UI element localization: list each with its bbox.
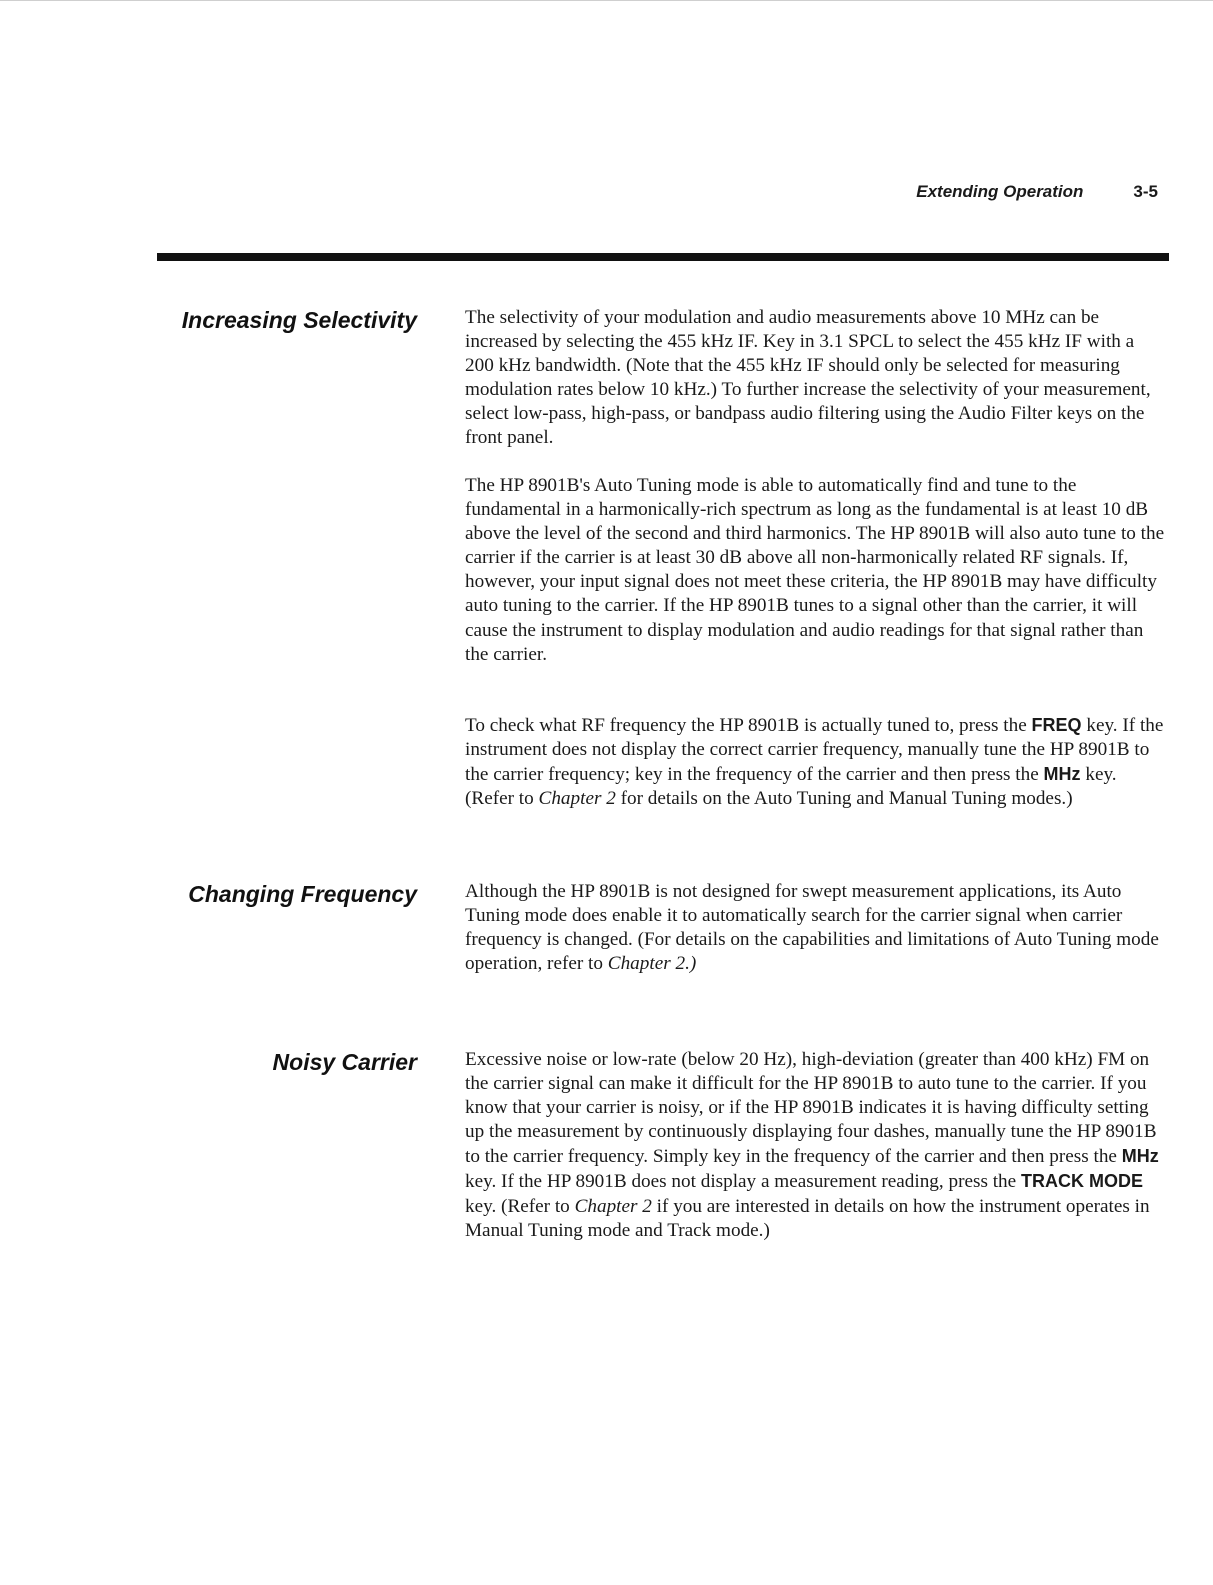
paragraph-text: To check what RF frequency the HP 8901B is actually tuned to, press the [465,715,1032,736]
paragraph-text: for details on the Auto Tuning and Manual Tuning modes.) [615,788,1073,810]
heading-changing-frequency: Changing Frequency [188,881,417,907]
paragraph-changing-frequency [465,880,1165,976]
paragraph-text: if you are interested in details on how the instrument operates in Manual Tuning mode and Track mode.) [465,1195,1155,1241]
heading-increasing-selectivity: Increasing Selectivity [181,307,417,333]
chapter-reference: Chapter 2 [574,1195,652,1217]
freq-key-label: FREQ [1031,715,1082,735]
page-number: 3-5 [1133,182,1158,201]
paragraph-selectivity-2 [465,474,1169,667]
paragraph-text: key. (Refer to [465,764,1122,810]
chapter-reference: Chapter 2.) [607,953,697,975]
paragraph-text: Excessive noise or low-rate (below 20 Hz), high-deviation (greater than 400 kHz) FM on the carrier signal can make it difficult for the HP 8901B to auto tune to the carrier. If you know that your carrier is noisy, or if the HP 8901B indicates it is having difficulty setting up the measurement by continuously displaying four dashes, manually tune the HP 8901B to the carrier frequency. Simply key in the frequency of the carrier and then press the [465,1049,1162,1168]
heading-noisy-carrier: Noisy Carrier [272,1049,417,1075]
paragraph-noisy-carrier [465,1048,1165,1243]
running-header [916,182,1158,202]
page-top-edge [0,0,1213,1]
header-rule [157,253,1169,261]
paragraph-text: key. (Refer to [465,1171,1148,1217]
mhz-key-label: MHz [1043,764,1081,785]
running-header-title: Extending Operation [916,182,1084,201]
paragraph-text: key. If the instrument does not display the correct carrier frequency, manually tune the HP 8901B to the carrier frequency; key in the frequency of the carrier and then press the [465,715,1169,786]
paragraph-text: Although the HP 8901B is not designed for swept measurement applications, its Auto Tuning mode does enable it to automatically search for the carrier signal when carrier frequency is changed. (For details on the capabilities and limitations of Auto Tuning mode operation, refer to [465,881,1164,975]
paragraph-text: The HP 8901B's Auto Tuning mode is able to automatically find and tune to the fundamental in a harmonically-rich spectrum as long as the fundamental is at least 10 dB above the level of the second and third harmonics. The HP 8901B will also auto tune to the carrier if the carrier is at least 30 dB above all non-harmonically related RF signals. If, however, your input signal does not meet these criteria, the HP 8901B may have difficulty auto tuning to the carrier. If the HP 8901B tunes to a signal other than the carrier, it will cause the instrument to display modulation and audio readings for that signal rather than the carrier. [465,475,1169,665]
paragraph-selectivity-1 [465,306,1165,451]
mhz-key-label: MHz [1121,1146,1159,1167]
paragraph-text: The selectivity of your modulation and audio measurements above 10 MHz can be increased by selecting the 455 kHz IF. Key in 3.1 SPCL to select the 455 kHz IF with a 200 kHz bandwidth. (Note that the 455 kHz IF should only be selected for measuring modulation rates below 10 kHz.) To further increase the selectivity of your measurement, select low-pass, high-pass, or bandpass audio filtering using the Audio Filter keys on the front panel. [465,307,1156,449]
paragraph-selectivity-3 [465,713,1169,811]
chapter-reference: Chapter 2 [538,788,616,810]
track-mode-key-label: TRACK MODE [1020,1171,1143,1192]
paragraph-text: key. If the HP 8901B does not display a measurement reading, press the [465,1146,1164,1193]
